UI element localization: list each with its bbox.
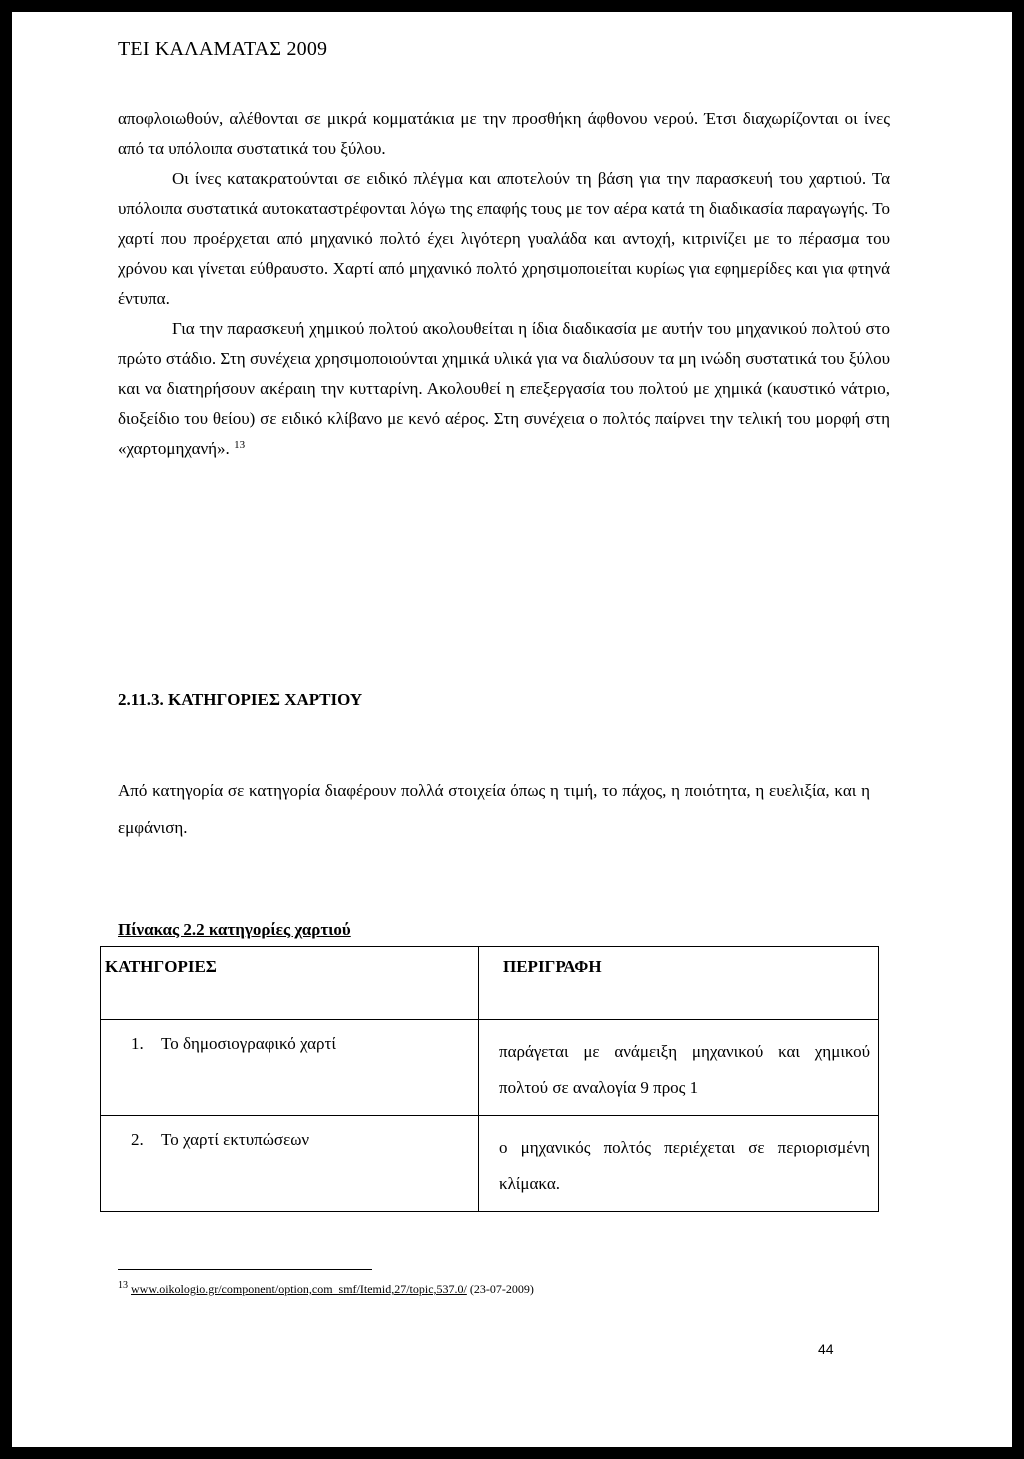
document-page [12, 12, 1012, 1447]
row-number: 2. [131, 1130, 144, 1149]
table-header-row [101, 947, 879, 1020]
row-number: 1. [131, 1034, 144, 1053]
section-title: 2.11.3. ΚΑΤΗΓΟΡΙΕΣ ΧΑΡΤΙΟΥ [118, 690, 363, 709]
column-header-description: ΠΕΡΙΓΡΑΦΗ [479, 947, 879, 1020]
category-name: Το δημοσιογραφικό χαρτί [161, 1034, 336, 1053]
category-cell [101, 1020, 479, 1116]
paragraph-continuation: αποφλοιωθούν, αλέθονται σε μικρά κομματάκια με την προσθήκη άφθονου νερού. Έτσι διαχωρίζονται οι ίνες από τα υπόλοιπα συστατικά του ξύλου. [118, 109, 890, 158]
table-row [101, 1116, 879, 1212]
paragraph-chemical-pulp-text: Για την παρασκευή χημικού πολτού ακολουθείται η ίδια διαδικασία με αυτήν του μηχανικού πολτού στο πρώτο στάδιο. Στη συνέχεια χρησιμοποιούνται χημικά υλικά για να διαλύσουν τα μη ινώδη συστατικά του ξύλου και να διατηρήσουν ακέραιη την κυτταρίνη. Ακολουθεί η επεξεργασία του πολτού με χημικά (καυστικό νάτριο, διοξείδιο του θείου) σε ειδικό κλίβανο με κενό αέρος. Στη συνέχεια ο πολτός παίρνει την τελική του μορφή στη «χαρτομηχανή». [118, 319, 890, 458]
description-cell: ο μηχανικός πολτός περιέχεται σε περιορισμένη κλίμακα. [479, 1116, 879, 1212]
footnote-reference: 13 [234, 439, 246, 451]
footnote-link[interactable]: www.oikologio.gr/component/option,com_smf/Itemid,27/topic,537.0/ [131, 1282, 467, 1296]
table-caption: Πίνακας 2.2 κατηγορίες χαρτιού [118, 920, 351, 939]
paragraph-chemical-pulp [118, 314, 890, 464]
category-cell [101, 1116, 479, 1212]
body-text-block [118, 104, 890, 464]
footnote-divider [118, 1269, 372, 1270]
footnote-marker: 13 [118, 1280, 128, 1291]
page-header: ΤΕΙ ΚΑΛΑΜΑΤΑΣ 2009 [118, 38, 328, 60]
paper-categories-table [100, 946, 879, 1212]
category-name: Το χαρτί εκτυπώσεων [161, 1130, 310, 1149]
table-row [101, 1020, 879, 1116]
section-intro: Από κατηγορία σε κατηγορία διαφέρουν πολλά στοιχεία όπως η τιμή, το πάχος, η ποιότητα, η ευελιξία, και η εμφάνιση. [118, 781, 870, 837]
footnote-date: (23-07-2009) [469, 1282, 534, 1296]
paragraph-fibers: Οι ίνες κατακρατούνται σε ειδικό πλέγμα και αποτελούν τη βάση για την παρασκευή του χαρτιού. Τα υπόλοιπα συστατικά αυτοκαταστρέφονται λόγω της επαφής τους με τον αέρα κατά τη διαδικασία παραγωγής. Το χαρτί που προέρχεται από μηχανικό πολτό έχει λιγότερη γυαλάδα και αντοχή, κιτρινίζει με το πέρασμα του χρόνου και γίνεται εύθραυστο. Χαρτί από μηχανικό πολτό χρησιμοποιείται κυρίως για εφημερίδες και για φτηνά έντυπα. [118, 169, 890, 308]
footnote [118, 1280, 534, 1297]
description-cell: παράγεται με ανάμειξη μηχανικού και χημικού πολτού σε αναλογία 9 προς 1 [479, 1020, 879, 1116]
column-header-categories: ΚΑΤΗΓΟΡΙΕΣ [101, 947, 479, 1020]
page-number: 44 [818, 1341, 834, 1357]
